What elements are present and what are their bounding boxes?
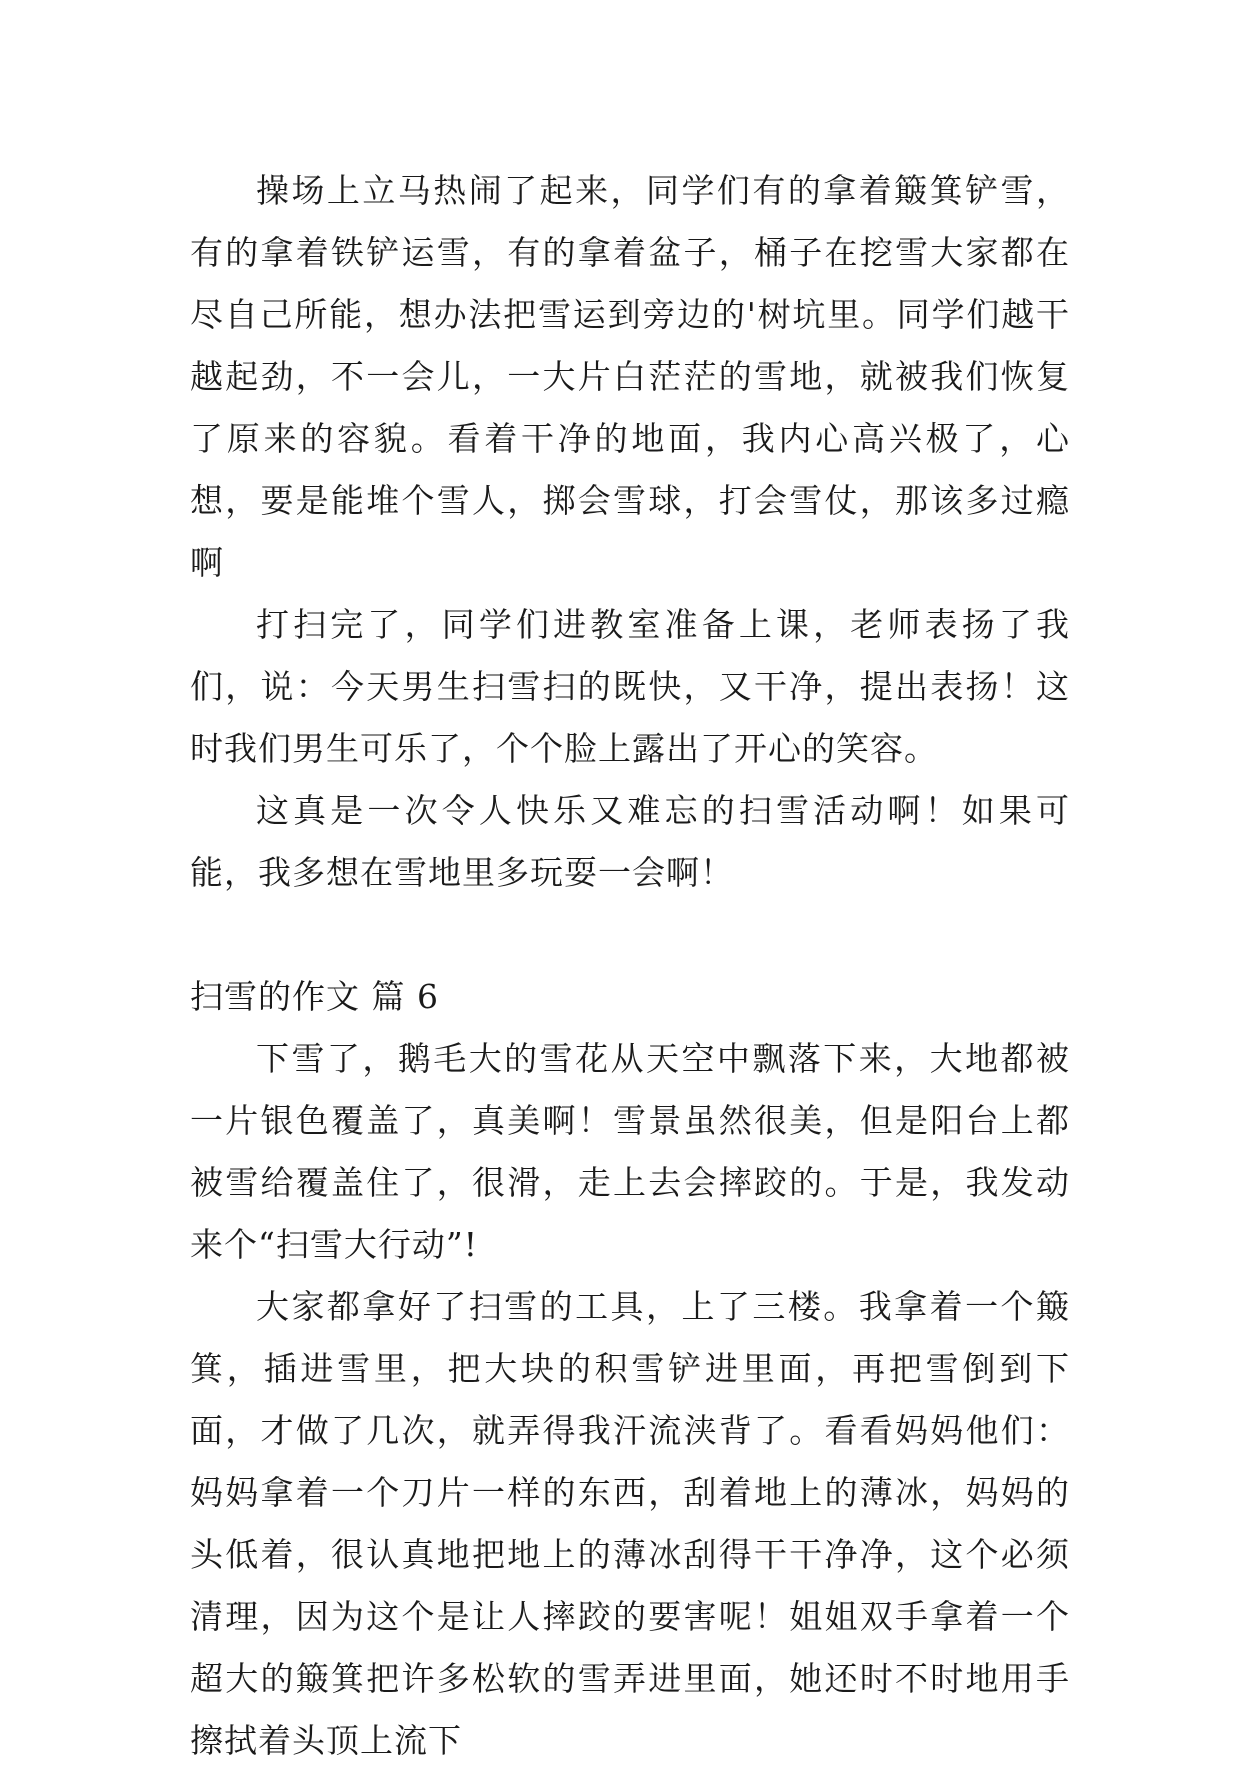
paragraph-playground: 操场上立马热闹了起来，同学们有的拿着簸箕铲雪，有的拿着铁铲运雪，有的拿着盆子，桶子在挖雪大家都在尽自己所能，想办法把雪运到旁边的'树坑里。同学们越干越起劲，不一会儿，一大片白茫茫的雪地，就被我们恢复了原来的容貌。看着干净的地面，我内心高兴极了，心想，要是能堆个雪人，掷会雪球，打会雪仗，那该多过瘾啊 <box>190 171 1070 582</box>
paragraph-snowfall: 下雪了，鹅毛大的雪花从天空中飘落下来，大地都被一片银色覆盖了，真美啊！雪景虽然很美，但是阳台上都被雪给覆盖住了，很滑，走上去会摔跤的。于是，我发动来个“扫雪大行动”! <box>190 1039 1070 1264</box>
paragraph-sweeping: 大家都拿好了扫雪的工具，上了三楼。我拿着一个簸箕，插进雪里，把大块的积雪铲进里面，再把雪倒到下面，才做了几次，就弄得我汗流浃背了。看看妈妈他们：妈妈拿着一个刀片一样的东西，刮着地上的薄冰，妈妈的头低着，很认真地把地上的薄冰刮得干干净净，这个必须清理，因为这个是让人摔跤的要害呢！姐姐双手拿着一个超大的簸箕把许多松软的雪弄进里面，她还时不时地用手擦拭着头顶上流下 <box>190 1287 1070 1760</box>
document-body <box>190 160 1070 1772</box>
section-title: 扫雪的作文 篇 6 <box>190 977 439 1016</box>
paragraph-classroom: 打扫完了，同学们进教室准备上课，老师表扬了我们，说：今天男生扫雪扫的既快，又干净，提出表扬！这时我们男生可乐了，个个脸上露出了开心的笑容。 <box>190 605 1070 768</box>
section-spacer <box>190 904 1070 966</box>
paragraph-conclusion: 这真是一次令人快乐又难忘的扫雪活动啊！如果可能，我多想在雪地里多玩耍一会啊！ <box>190 791 1070 892</box>
